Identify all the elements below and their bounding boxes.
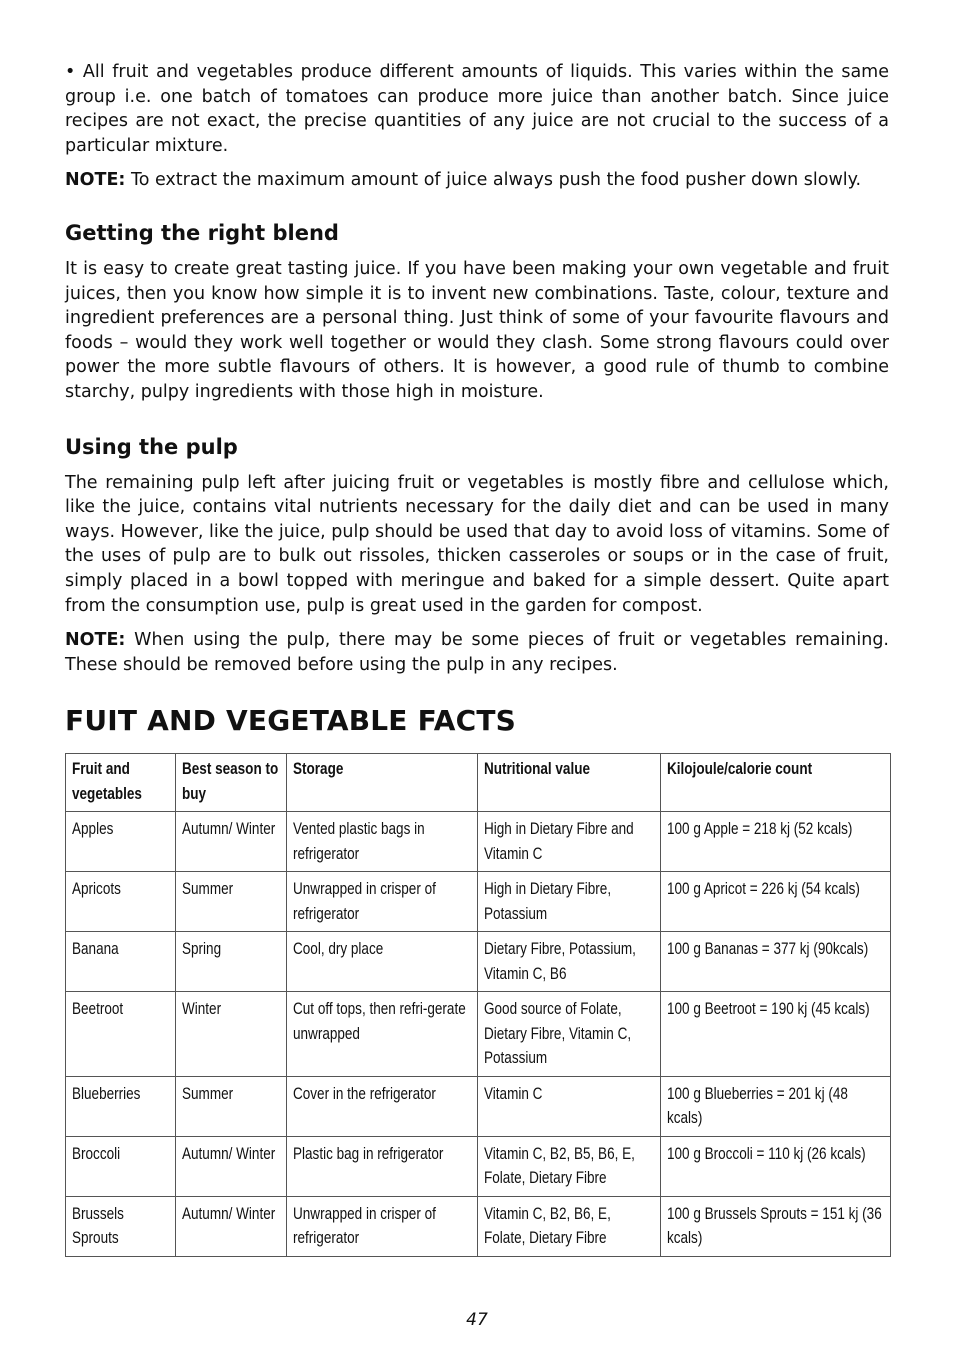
table-cell: Plastic bag in refrigerator [287,1136,478,1196]
table-cell: Beetroot [66,992,176,1077]
section-heading-pulp: Using the pulp [65,434,238,459]
page-content [65,60,889,1257]
table-cell: Vitamin C [478,1076,661,1136]
table-cell: 100 g Blueberries = 201 kj (48 kcals) [661,1076,891,1136]
table-cell: Autumn/ Winter [176,1196,287,1256]
table-cell: Apples [66,812,176,872]
table-cell: Vitamin C, B2, B6, E, Folate, Dietary Fibre [478,1196,661,1256]
table-cell: 100 g Apricot = 226 kj (54 kcals) [661,872,891,932]
table-cell: Summer [176,1076,287,1136]
table-cell: Vitamin C, B2, B5, B6, E, Folate, Dietary Fibre [478,1136,661,1196]
table-cell: High in Dietary Fibre, Potassium [478,872,661,932]
table-cell: Cover in the refrigerator [287,1076,478,1136]
table-cell: Summer [176,872,287,932]
column-header: Kilojoule/calorie count [661,754,891,812]
blend-paragraph: It is easy to create great tasting juice. If you have been making your own vegetable and fruit juices, then you know how simple it is to invent new combinations. Taste, colour, texture and ingredient preferences are a personal thing. Just think of some of your favourite flavours and foods – would they work well together or would they clash. Some strong flavours could over power the more subtle flavours of others. It is however, a good rule of thumb to combine starchy, pulpy ingredients with those high in moisture. [65,258,889,402]
page-number: 47 [466,1310,488,1330]
table-cell: Autumn/ Winter [176,812,287,872]
table-cell: 100 g Broccoli = 110 kj (26 kcals) [661,1136,891,1196]
table-cell: Apricots [66,872,176,932]
note-label: NOTE: [65,630,126,651]
table-cell: 100 g Bananas = 377 kj (90kcals) [661,932,891,992]
table-header-row [66,754,891,812]
table-row [66,932,891,992]
pulp-paragraph: The remaining pulp left after juicing fruit or vegetables is mostly fibre and cellulose which, like the juice, contains vital nutrients necessary for the daily diet and can be used in many ways. However, like the juice, pulp should be used that day to avoid loss of vitamins. Some of the uses of pulp are to bulk out rissoles, thicken casseroles or soups or in the case of fruit, simply placed in a bowl topped with meringue and baked for a simple dessert. Quite apart from the consumption use, pulp is great used in the garden for compost. [65,472,889,616]
table-row [66,1196,891,1256]
facts-table [65,753,891,1257]
column-header: Nutritional value [478,754,661,812]
table-cell: Vented plastic bags in refrigerator [287,812,478,872]
section-heading-blend: Getting the right blend [65,220,339,245]
note-label: NOTE: [65,170,126,191]
note-text: When using the pulp, there may be some pieces of fruit or vegetables remaining. These should be removed before using the pulp in any recipes. [65,630,889,675]
table-cell: 100 g Apple = 218 kj (52 kcals) [661,812,891,872]
table-cell: Autumn/ Winter [176,1136,287,1196]
table-cell: Spring [176,932,287,992]
table-cell: 100 g Brussels Sprouts = 151 kj (36 kcals) [661,1196,891,1256]
column-header: Fruit and vegetables [66,754,176,812]
table-cell: Good source of Folate, Dietary Fibre, Vitamin C, Potassium [478,992,661,1077]
table-cell: Unwrapped in crisper of refrigerator [287,872,478,932]
table-cell: Blueberries [66,1076,176,1136]
table-row [66,812,891,872]
table-row [66,1076,891,1136]
table-cell: Broccoli [66,1136,176,1196]
table-cell: Banana [66,932,176,992]
column-header: Best season to buy [176,754,287,812]
table-cell: Winter [176,992,287,1077]
bullet-paragraph: • All fruit and vegetables produce different amounts of liquids. This varies within the same group i.e. one batch of tomatoes can produce more juice than another batch. Since juice recipes are not exact, the precise quantities of any juice are not crucial to the success of a particular mixture. [65,62,889,156]
note-paragraph [65,628,889,677]
table-cell: Cut off tops, then refri-gerate unwrapped [287,992,478,1077]
table-row [66,1136,891,1196]
table-row [66,872,891,932]
table-row [66,992,891,1077]
table-cell: High in Dietary Fibre and Vitamin C [478,812,661,872]
table-cell: Unwrapped in crisper of refrigerator [287,1196,478,1256]
facts-title: FUIT AND VEGETABLE FACTS [65,704,516,738]
table-cell: Cool, dry place [287,932,478,992]
table-cell: Dietary Fibre, Potassium, Vitamin C, B6 [478,932,661,992]
column-header: Storage [287,754,478,812]
table-cell: 100 g Beetroot = 190 kj (45 kcals) [661,992,891,1077]
table-cell: Brussels Sprouts [66,1196,176,1256]
note-text: To extract the maximum amount of juice always push the food pusher down slowly. [125,170,862,191]
note-paragraph [65,168,889,193]
